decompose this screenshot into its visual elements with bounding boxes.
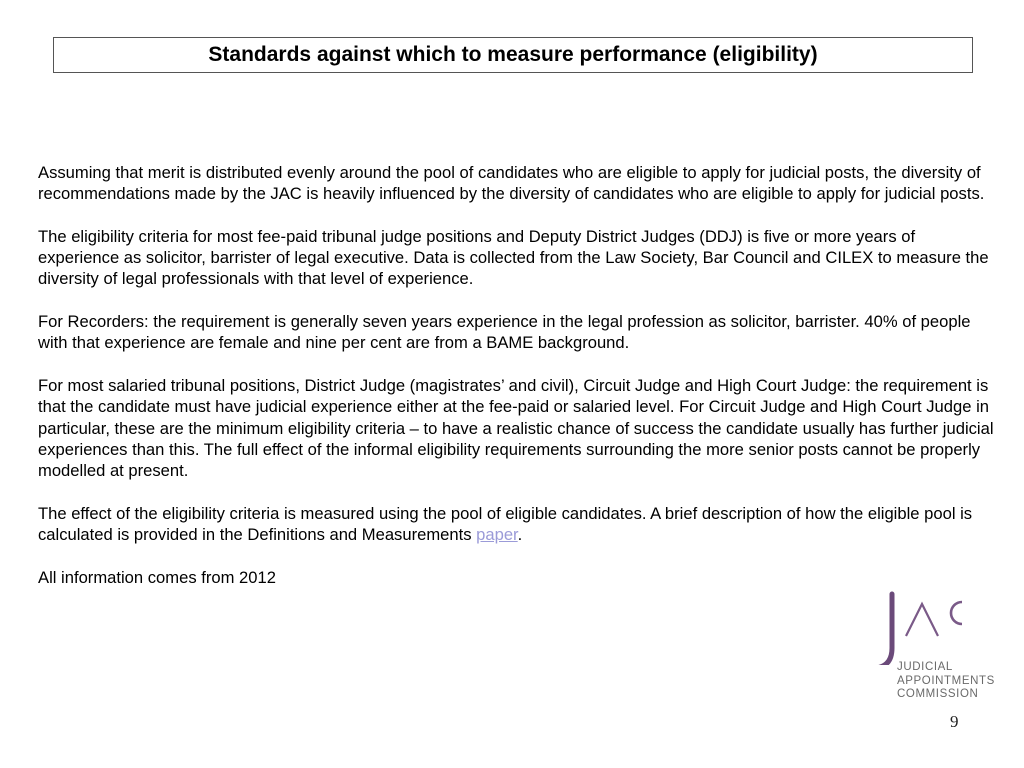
- paragraph-salaried-positions: For most salaried tribunal positions, District Judge (magistrates’ and civil), Circuit Judge and High Court Judge: the requirement is that the candidate must have judicial experience either at the fee-paid or salaried level. For Circuit Judge and High Court Judge in particular, these are the minimum eligibility criteria – to have a realistic chance of success the candidate usually has further judicial experiences than this. The full effect of the informal eligibility requirements surrounding the more senior posts cannot be properly modelled at present.: [38, 375, 994, 481]
- body-text: [38, 162, 1000, 609]
- logo-line-commission: COMMISSION: [897, 688, 979, 700]
- paragraph-eligible-pool-text: The effect of the eligibility criteria is measured using the pool of eligible candidates. A brief description of how the eligible pool is calculated is provided in the Definitions and Measurements: [38, 503, 973, 545]
- logo-line-judicial: JUDICIAL: [897, 661, 953, 673]
- closing-note: All information comes from 2012: [38, 567, 276, 587]
- logo-caption: [897, 661, 995, 702]
- paragraph-fee-paid-criteria: The eligibility criteria for most fee-paid tribunal judge positions and Deputy District Judges (DDJ) is five or more years of experience as solicitor, barrister of legal executive. Data is collected from the Law Society, Bar Council and CILEX to measure the diversity of legal professionals with that level of experience.: [38, 226, 989, 289]
- jac-monogram-icon: [870, 590, 1010, 665]
- page-number: 9: [950, 712, 959, 731]
- logo-line-appointments: APPOINTMENTS: [897, 674, 995, 687]
- paragraph-merit: Assuming that merit is distributed evenly around the pool of candidates who are eligible to apply for judicial posts, the diversity of recommendations made by the JAC is heavily influenced by the diversity of candidates who are eligible to apply for judicial posts.: [38, 163, 985, 204]
- paper-link[interactable]: paper: [476, 525, 518, 545]
- paragraph-eligible-pool-end: .: [517, 525, 523, 545]
- paragraph-recorders: For Recorders: the requirement is generally seven years experience in the legal profession as solicitor, barrister. 40% of people with that experience are female and nine per cent are from a BAME background.: [38, 312, 971, 353]
- paragraph-eligible-pool: [38, 503, 1000, 546]
- jac-logo: [870, 590, 1010, 710]
- slide-title: Standards against which to measure performance (eligibility): [208, 43, 818, 66]
- title-box: [53, 37, 973, 73]
